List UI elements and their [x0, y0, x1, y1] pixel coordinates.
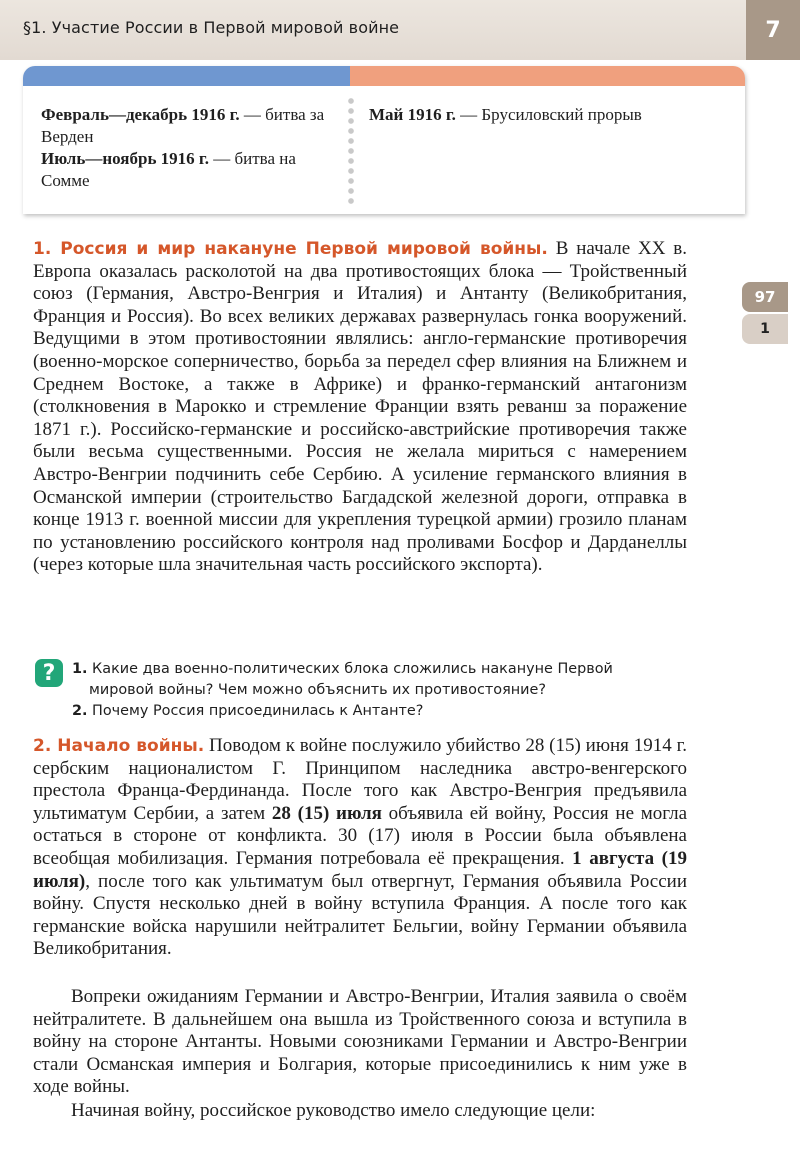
event-text: — битва за Верден — [41, 105, 325, 146]
date-highlight: 28 (15) июля — [271, 802, 382, 824]
timeline-bar-right — [350, 66, 745, 86]
section-2-paragraph — [33, 735, 687, 961]
section-2-paragraph-3: Начиная войну, российское руководство имело следующие цели: — [71, 1100, 596, 1121]
section-2-heading: 2. Начало войны. — [33, 736, 205, 756]
timeline-event-verdun — [41, 104, 341, 148]
question-icon: ? — [35, 659, 63, 687]
section-2-text-1: Поводом к войне послужило убийство 28 (15) июня 1914 г. сербским националистом Г. Принципом наследника австро-венгерского престола Франца-Фердинанда. После того как Австро-Венгрия предъявила ультиматум Сербии, а затем — [33, 735, 687, 824]
review-questions — [72, 659, 697, 722]
timeline-bar-left — [23, 66, 350, 86]
section-1-paragraph — [33, 238, 687, 577]
section-2-text-2: объявила ей войну, Россия не могла остаться в стороне от конфликта. 30 (17) июля в России была объявлена всеобщая мобилизация. Германия потребовала её прекращения. — [33, 802, 687, 869]
timeline-left-column — [41, 104, 341, 192]
section-2-paragraph-2: Вопреки ожиданиям Германии и Австро-Венгрии, Италия заявила о своём нейтралитете. В дальнейшем она вышла из Тройственного союза и вступила в войну на стороне Антанты. Новыми союзниками Германии и Австро-Венгрии стали Османская империя и Болгария, которые присоединились к ним уже в ходе войны. — [33, 986, 687, 1098]
page-header — [0, 0, 800, 60]
question-number: 1. — [72, 661, 88, 677]
event-text: — битва на Сомме — [41, 149, 296, 190]
event-date: Июль—ноябрь 1916 г. — [41, 149, 209, 168]
timeline-box — [23, 66, 745, 214]
question-number: 2. — [72, 703, 88, 719]
question-2 — [72, 701, 697, 722]
section-2-text-3: , после того как ультиматум был отвергнут, Германия объявила России войну. Спустя несколько дней в войну вступила Франция. А после того как германские войска нарушили нейтралитет Бельгии, войну Германии объявила Великобритания. — [33, 870, 687, 960]
date-highlight: 1 августа (19 июля) — [33, 847, 687, 892]
question-1 — [72, 659, 697, 680]
timeline-dotted-divider — [348, 96, 354, 208]
section-1-text: В начале XX в. Европа оказалась расколотой на два противостоящих блока — Тройственный союз (Германия, Австро-Венгрия и Италия) и Антанту (Великобритания, Франция и Россия). Во всех великих державах развернулась гонка вооружений. Ведущими в этом противостоянии являлись: англо-германские противоречия (военно-морское соперничество, борьба за передел сфер влияния на Ближнем и Среднем Востоке, а также в Африке) и франко-германский антагонизм (столкновения в Марокко и стремление Франции взять реванш за поражение 1871 г.). Российско-германские и российско-австрийские противоречия также были весьма существенными. Россия не желала мириться с намерением Австро-Венгрии подчинить себе Сербию. А усиление германского влияния в Османской империи (строительство Багдадской железной дороги, отправка в конце 1913 г. военной миссии для укрепления турецкой армии) грозило планам по установлению российского контроля над проливами Босфор и Дарданеллы (через которые шла значительная часть российского экспорта). — [33, 238, 687, 576]
question-text: Какие два военно-политических блока сложились накануне Первой — [87, 661, 613, 677]
section-1-heading: 1. Россия и мир накануне Первой мировой войны. — [33, 239, 548, 259]
timeline-right-column — [369, 104, 739, 126]
question-text: Почему Россия присоединилась к Антанте? — [87, 703, 424, 719]
event-date: Февраль—декабрь 1916 г. — [41, 105, 240, 124]
event-text: — Брусиловский прорыв — [455, 105, 642, 124]
event-date: Май 1916 г. — [369, 105, 456, 124]
side-tab-page[interactable]: 97 — [742, 282, 788, 312]
timeline-event-somme — [41, 148, 341, 192]
chapter-title: §1. Участие России в Первой мировой войне — [23, 18, 400, 37]
page-number: 7 — [746, 0, 800, 60]
timeline-event-brusilov — [369, 104, 739, 126]
side-tab-section[interactable]: 1 — [742, 314, 788, 344]
question-1-continued: мировой войны? Чем можно объяснить их противостояние? — [89, 682, 546, 698]
